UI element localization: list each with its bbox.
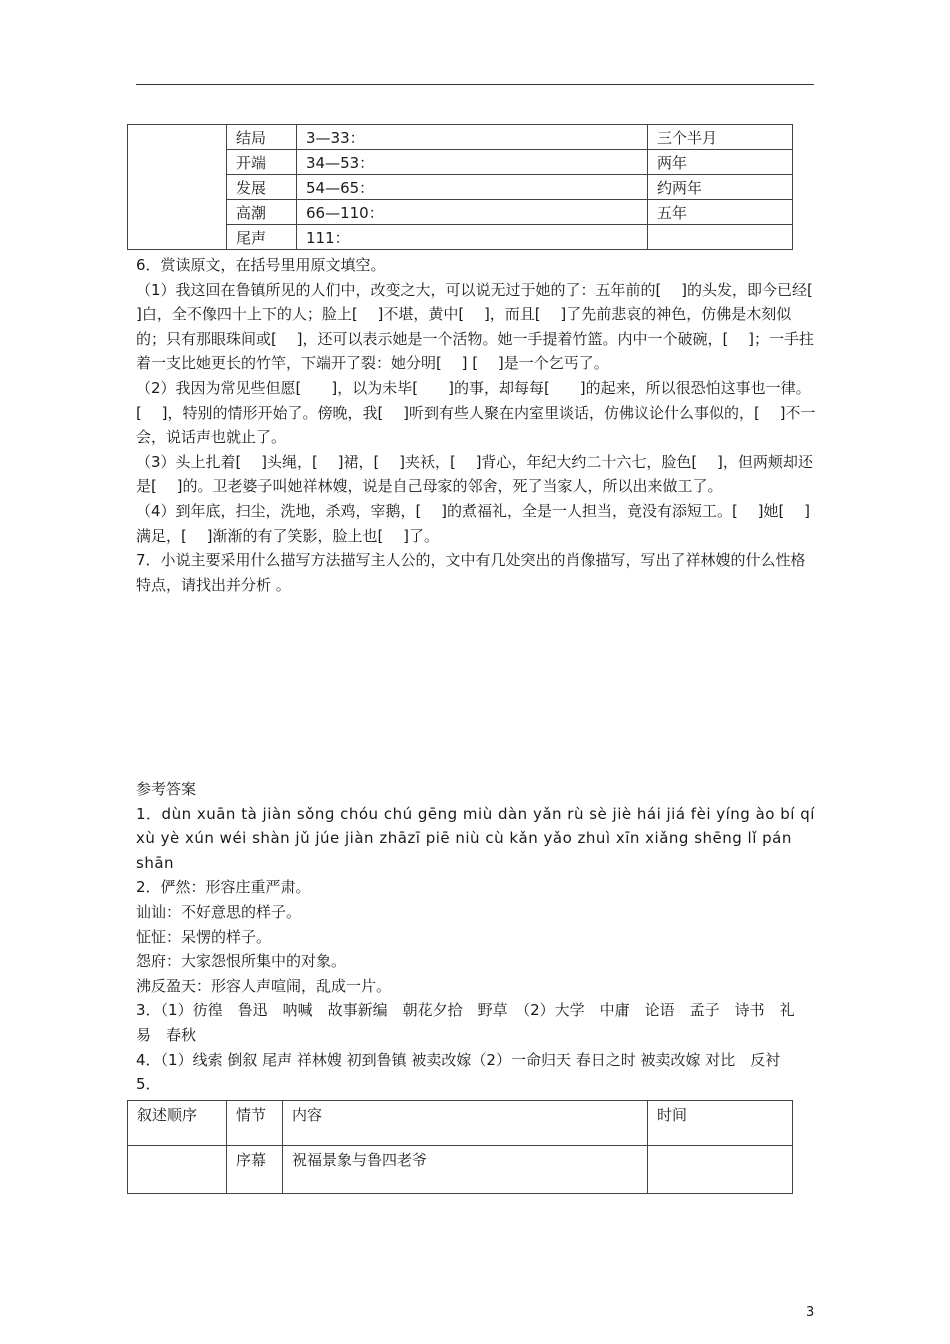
question-6-part-4: （4）到年底，扫尘，洗地，杀鸡，宰鹅，[ ]的煮福礼，全是一人担当，竟没有添短工。[ ]她[ ]满足，[ ]渐渐的有了笑影，脸上也[ ]了。 bbox=[136, 501, 810, 545]
header-plot: 情节 bbox=[227, 1101, 283, 1146]
table-cell-content: 祝福景象与鲁四老爷 bbox=[283, 1146, 648, 1194]
header-order: 叙述顺序 bbox=[128, 1101, 227, 1146]
header-rule bbox=[136, 84, 814, 85]
header-content: 内容 bbox=[283, 1101, 648, 1146]
table-row bbox=[128, 200, 793, 225]
table-cell-order bbox=[128, 1146, 227, 1194]
plot-table-bottom bbox=[127, 1100, 793, 1194]
table-row bbox=[128, 225, 793, 250]
table-cell-time: 约两年 bbox=[648, 175, 793, 200]
table-cell-stage: 开端 bbox=[227, 150, 297, 175]
table-cell-content: 3—33： bbox=[297, 125, 648, 150]
answer-2-line: 2．俨然：形容庄重严肃。 bbox=[136, 878, 311, 897]
table-cell-order-empty bbox=[128, 125, 227, 250]
table-row bbox=[128, 175, 793, 200]
table-row bbox=[128, 1146, 793, 1194]
table-cell-stage: 尾声 bbox=[227, 225, 297, 250]
question-6-title: 6．赏读原文，在括号里用原文填空。 bbox=[136, 256, 386, 274]
question-6-part-1: （1）我这回在鲁镇所见的人们中，改变之大，可以说无过于她的了：五年前的[ ]的头发，即今已经[ ]白，全不像四十上下的人；脸上[ ]不堪，黄中[ ]，而且[ ]了先前悲哀的神色，仿佛是木刻似的；只有那眼珠间或[ ]，还可以表示她是一个活物。她一手提着竹篮。内中一个破碗，[ ]；一手拄着一支比她更长的竹竿，下端开了裂：她分明[ ] [ ]是一个乞丐了。 bbox=[136, 280, 833, 373]
table-cell-time: 五年 bbox=[648, 200, 793, 225]
table-cell-content: 111： bbox=[297, 225, 648, 250]
table-cell-time bbox=[648, 225, 793, 250]
answer-3: 3．（1）彷徨 鲁迅 呐喊 故事新编 朝花夕拾 野草 （2）大学 中庸 论语 孟子 诗书 礼 易 春秋 bbox=[136, 1001, 810, 1044]
plot-table-top bbox=[127, 124, 793, 250]
question-6-part-3: （3）头上扎着[ ]头绳，[ ]裙，[ ]夹袄，[ ]背心，年纪大约二十六七，脸色[ ]，但两颊却还是[ ]的。卫老婆子叫她祥林嫂，说是自己母家的邻舍，死了当家人，所以出来做工了。 bbox=[136, 452, 813, 496]
table-header-row bbox=[128, 1101, 793, 1146]
answers-section bbox=[136, 777, 816, 1097]
answers-title: 参考答案 bbox=[136, 780, 197, 798]
table-cell-time: 三个半月 bbox=[648, 125, 793, 150]
answer-1-pinyin: 1．dùn xuān tà jiàn sǒnɡ chóu chú gēng miù dàn yǎn rù sè jiè hái jiá fèi yíng ào bí qí xù yè xún wéi shàn jǔ júe jiàn zhāzī piē niù cù kǎn yǎo zhuì xīn xiǎng shēng lǐ pán shān bbox=[136, 804, 815, 872]
page-number: 3 bbox=[806, 1305, 815, 1320]
table-cell-time: 两年 bbox=[648, 150, 793, 175]
answer-4: 4．（1）线索 倒叙 尾声 祥林嫂 初到鲁镇 被卖改嫁（2）一命归天 春日之时 被卖改嫁 对比 反衬 bbox=[136, 1050, 781, 1069]
table-cell-stage: 高潮 bbox=[227, 200, 297, 225]
answer-2-line: 怨府：大家怨恨所集中的对象。 bbox=[136, 952, 347, 971]
table-row bbox=[128, 150, 793, 175]
table-cell-content: 34—53： bbox=[297, 150, 648, 175]
table-cell-content: 54—65： bbox=[297, 175, 648, 200]
header-time: 时间 bbox=[648, 1101, 793, 1146]
table-cell-stage: 结局 bbox=[227, 125, 297, 150]
questions-section bbox=[136, 253, 833, 597]
answer-2-line: 讪讪：不好意思的样子。 bbox=[136, 902, 302, 921]
question-7: 7．小说主要采用什么描写方法描写主人公的，文中有几处突出的肖像描写，写出了祥林嫂的什么性格特点，请找出并分析 。 bbox=[136, 551, 806, 594]
answer-5: 5． bbox=[136, 1075, 161, 1094]
question-6-part-2: （2）我因为常见些但愿[ ]，以为未毕[ ]的事，却每每[ ]的起来，所以很恐怕这事也一律。[ ]，特别的情形开始了。傍晚，我[ ]听到有些人聚在内室里谈话，仿佛议论什么事似的，[ ]不一会，说话声也就止了。 bbox=[136, 378, 816, 447]
answer-2-line: 沸反盈天：形容人声喧闹，乱成一片。 bbox=[136, 976, 392, 995]
table-cell-plot: 序幕 bbox=[227, 1146, 283, 1194]
table-cell-stage: 发展 bbox=[227, 175, 297, 200]
table-cell-time bbox=[648, 1146, 793, 1194]
table-row bbox=[128, 125, 793, 150]
answer-2-line: 怔怔：呆愣的样子。 bbox=[136, 927, 272, 946]
table-cell-content: 66—110： bbox=[297, 200, 648, 225]
